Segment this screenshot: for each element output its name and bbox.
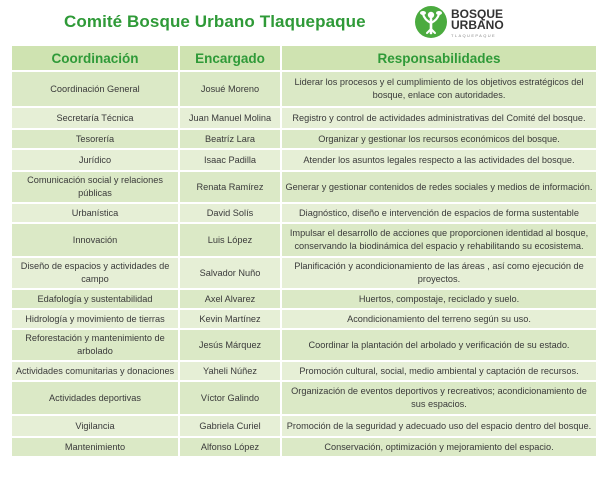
person-cell: Jesús Márquez xyxy=(180,330,280,360)
person-cell: Isaac Padilla xyxy=(180,150,280,170)
bosque-urbano-logo xyxy=(415,6,525,40)
logo-subtitle: TLAQUEPAQUE xyxy=(451,33,497,38)
table-row xyxy=(12,382,596,414)
duty-cell: Coordinar la plantación del arbolado y verificación de su estado. xyxy=(282,330,596,360)
area-cell: Secretaría Técnica xyxy=(12,108,178,128)
table-row xyxy=(12,172,596,202)
duty-cell: Promoción de la seguridad y adecuado uso del espacio dentro del bosque. xyxy=(282,416,596,436)
area-cell: Reforestación y mantenimiento de arbolado xyxy=(12,330,178,360)
area-cell: Coordinación General xyxy=(12,72,178,106)
table-row xyxy=(12,416,596,436)
person-cell: David Solís xyxy=(180,204,280,222)
area-cell: Urbanística xyxy=(12,204,178,222)
area-cell: Tesorería xyxy=(12,130,178,148)
area-cell: Comunicación social y relaciones públicas xyxy=(12,172,178,202)
table-row xyxy=(12,290,596,308)
area-cell: Vigilancia xyxy=(12,416,178,436)
table-row xyxy=(12,72,596,106)
duty-cell: Diagnóstico, diseño e intervención de espacios de forma sustentable xyxy=(282,204,596,222)
logo-line-2: URBANO xyxy=(451,18,504,32)
committee-table xyxy=(10,44,598,458)
page-header xyxy=(0,0,607,44)
table-row xyxy=(12,150,596,170)
area-cell: Actividades deportivas xyxy=(12,382,178,414)
duty-cell: Acondicionamiento del terreno según su uso. xyxy=(282,310,596,328)
tree-person-icon xyxy=(415,6,447,38)
area-cell: Edafología y sustentabilidad xyxy=(12,290,178,308)
area-cell: Innovación xyxy=(12,224,178,256)
table-row xyxy=(12,130,596,148)
person-cell: Juan Manuel Molina xyxy=(180,108,280,128)
duty-cell: Impulsar el desarrollo de acciones que proporcionen identidad al bosque, conservando la biodinámica del espacio y rehabilitando su ecosistema. xyxy=(282,224,596,256)
table-row xyxy=(12,204,596,222)
area-cell: Jurídico xyxy=(12,150,178,170)
area-cell: Actividades comunitarias y donaciones xyxy=(12,362,178,380)
person-cell: Kevin Martínez xyxy=(180,310,280,328)
person-cell: Luis López xyxy=(180,224,280,256)
table-header-row xyxy=(12,46,596,70)
duty-cell: Liderar los procesos y el cumplimiento de los objetivos estratégicos del bosque, enlace con autoridades. xyxy=(282,72,596,106)
table-row xyxy=(12,438,596,456)
duty-cell: Organizar y gestionar los recursos económicos del bosque. xyxy=(282,130,596,148)
person-cell: Yaheli Núñez xyxy=(180,362,280,380)
person-cell: Víctor Galindo xyxy=(180,382,280,414)
area-cell: Mantenimiento xyxy=(12,438,178,456)
person-cell: Josué Moreno xyxy=(180,72,280,106)
logo-wordmark xyxy=(451,9,504,31)
duty-cell: Organización de eventos deportivos y recreativos; acondicionamiento de sus espacios. xyxy=(282,382,596,414)
table-row xyxy=(12,258,596,288)
person-cell: Beatríz Lara xyxy=(180,130,280,148)
person-cell: Salvador Nuño xyxy=(180,258,280,288)
person-cell: Axel Alvarez xyxy=(180,290,280,308)
duty-cell: Registro y control de actividades administrativas del Comité del bosque. xyxy=(282,108,596,128)
logo-line-1: BOSQUE xyxy=(451,7,504,21)
table-row xyxy=(12,362,596,380)
duty-cell: Generar y gestionar contenidos de redes sociales y medios de información. xyxy=(282,172,596,202)
duty-cell: Huertos, compostaje, reciclado y suelo. xyxy=(282,290,596,308)
table-row xyxy=(12,108,596,128)
duty-cell: Conservación, optimización y mejoramiento del espacio. xyxy=(282,438,596,456)
table-row xyxy=(12,224,596,256)
person-cell: Alfonso López xyxy=(180,438,280,456)
area-cell: Diseño de espacios y actividades de campo xyxy=(12,258,178,288)
table-row xyxy=(12,310,596,328)
column-header-encargado: Encargado xyxy=(180,46,280,70)
duty-cell: Planificación y acondicionamiento de las áreas , así como ejecución de proyectos. xyxy=(282,258,596,288)
table-row xyxy=(12,330,596,360)
column-header-coordinacion: Coordinación xyxy=(12,46,178,70)
area-cell: Hidrología y movimiento de tierras xyxy=(12,310,178,328)
page-title: Comité Bosque Urbano Tlaquepaque xyxy=(64,12,366,31)
duty-cell: Promoción cultural, social, medio ambiental y captación de recursos. xyxy=(282,362,596,380)
duty-cell: Atender los asuntos legales respecto a las actividades del bosque. xyxy=(282,150,596,170)
column-header-responsabilidades: Responsabilidades xyxy=(282,46,596,70)
person-cell: Renata Ramírez xyxy=(180,172,280,202)
person-cell: Gabriela Curiel xyxy=(180,416,280,436)
